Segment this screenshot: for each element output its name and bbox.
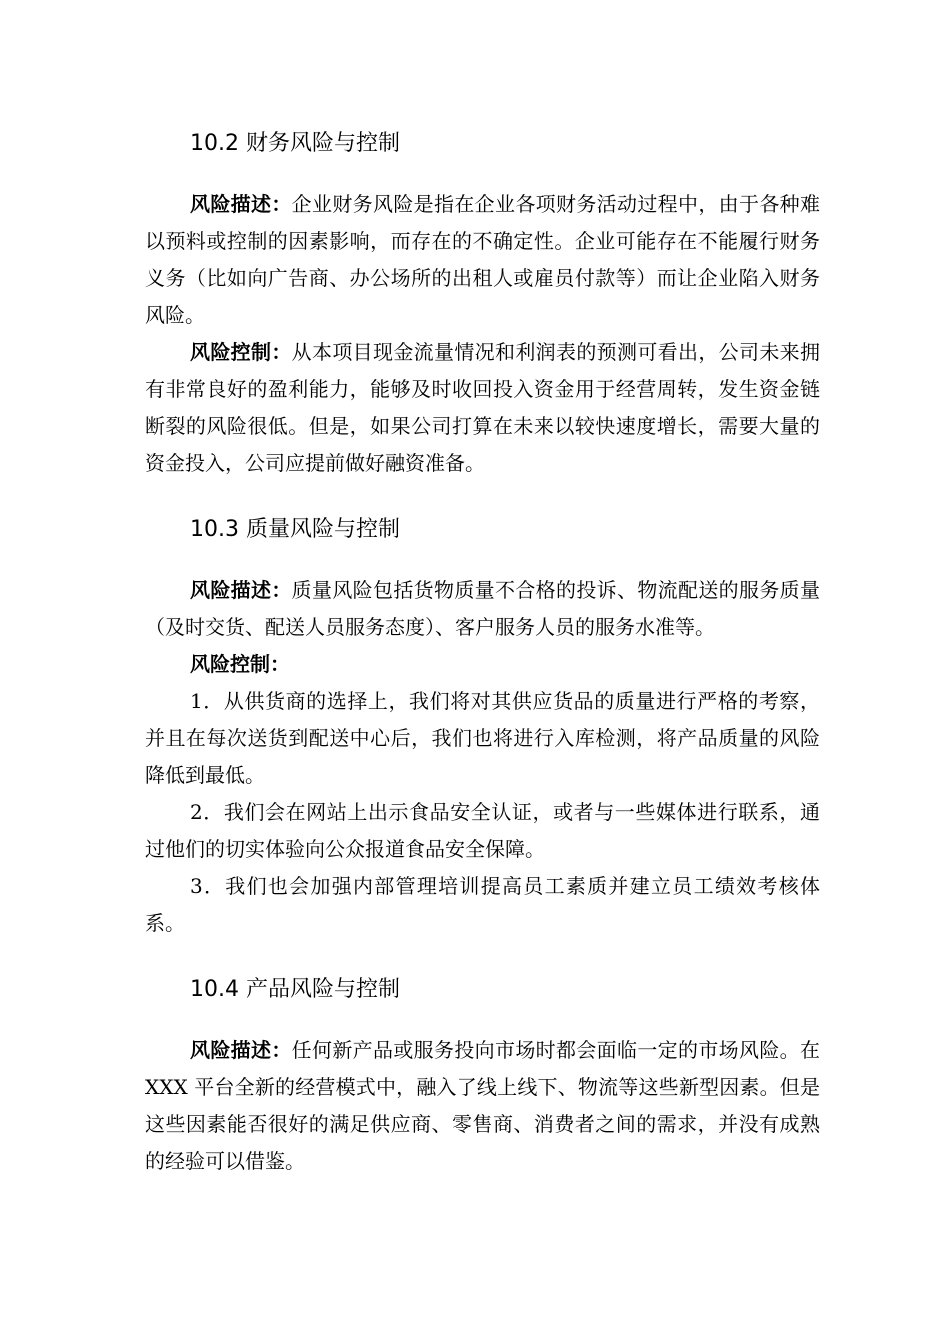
section-spacer <box>145 942 820 974</box>
paragraph-text: 2．我们会在网站上出示食品安全认证，或者与一些媒体进行联系，通过他们的切实体验向公众报道食品安全保障。 <box>145 800 820 861</box>
section-product-risk <box>145 974 820 1180</box>
paragraph-text: 任何新产品或服务投向市场时都会面临一定的市场风险。在 XXX 平台全新的经营模式中，融入了线上线下、物流等这些新型因素。但是这些因素能否很好的满足供应商、零售商、消费者之间的需求，并没有成熟的经验可以借鉴。 <box>145 1038 821 1173</box>
section-heading: 10.3 质量风险与控制 <box>190 517 400 542</box>
list-item <box>145 683 820 794</box>
paragraph-text: 3．我们也会加强内部管理培训提高员工素质并建立员工绩效考核体系。 <box>145 874 820 935</box>
paragraph-label: 风险控制： <box>190 652 290 676</box>
list-item <box>145 794 820 868</box>
document-page <box>145 128 820 1180</box>
section-quality-risk <box>145 514 820 942</box>
section-financial-risk <box>145 128 820 482</box>
section-heading: 10.4 产品风险与控制 <box>190 977 400 1002</box>
paragraph-label: 风险描述： <box>190 192 292 216</box>
paragraph-text: 从本项目现金流量情况和利润表的预测可看出，公司未来拥有非常良好的盈利能力，能够及时收回投入资金用于经营周转，发生资金链断裂的风险很低。但是，如果公司打算在未来以较快速度增长，需要大量的资金投入，公司应提前做好融资准备。 <box>145 340 821 475</box>
paragraph-risk-description <box>145 572 820 646</box>
paragraph-risk-description <box>145 186 820 334</box>
paragraph-text: 1．从供货商的选择上，我们将对其供应货品的质量进行严格的考察，并且在每次送货到配送中心后，我们也将进行入库检测，将产品质量的风险降低到最低。 <box>145 689 820 787</box>
paragraph-text: 质量风险包括货物质量不合格的投诉、物流配送的服务质量（及时交货、配送人员服务态度）、客户服务人员的服务水准等。 <box>145 578 821 639</box>
paragraph-risk-control <box>145 646 820 683</box>
paragraph-label: 风险描述： <box>190 1038 292 1062</box>
paragraph-risk-description <box>145 1032 820 1180</box>
section-heading: 10.2 财务风险与控制 <box>190 131 400 156</box>
section-spacer <box>145 482 820 514</box>
paragraph-risk-control <box>145 334 820 482</box>
paragraph-label: 风险描述： <box>190 578 292 602</box>
paragraph-label: 风险控制： <box>190 340 292 364</box>
list-item <box>145 868 820 942</box>
paragraph-text: 企业财务风险是指在企业各项财务活动过程中，由于各种难以预料或控制的因素影响，而存在的不确定性。企业可能存在不能履行财务义务（比如向广告商、办公场所的出租人或雇员付款等）而让企业陷入财务风险。 <box>145 192 821 327</box>
